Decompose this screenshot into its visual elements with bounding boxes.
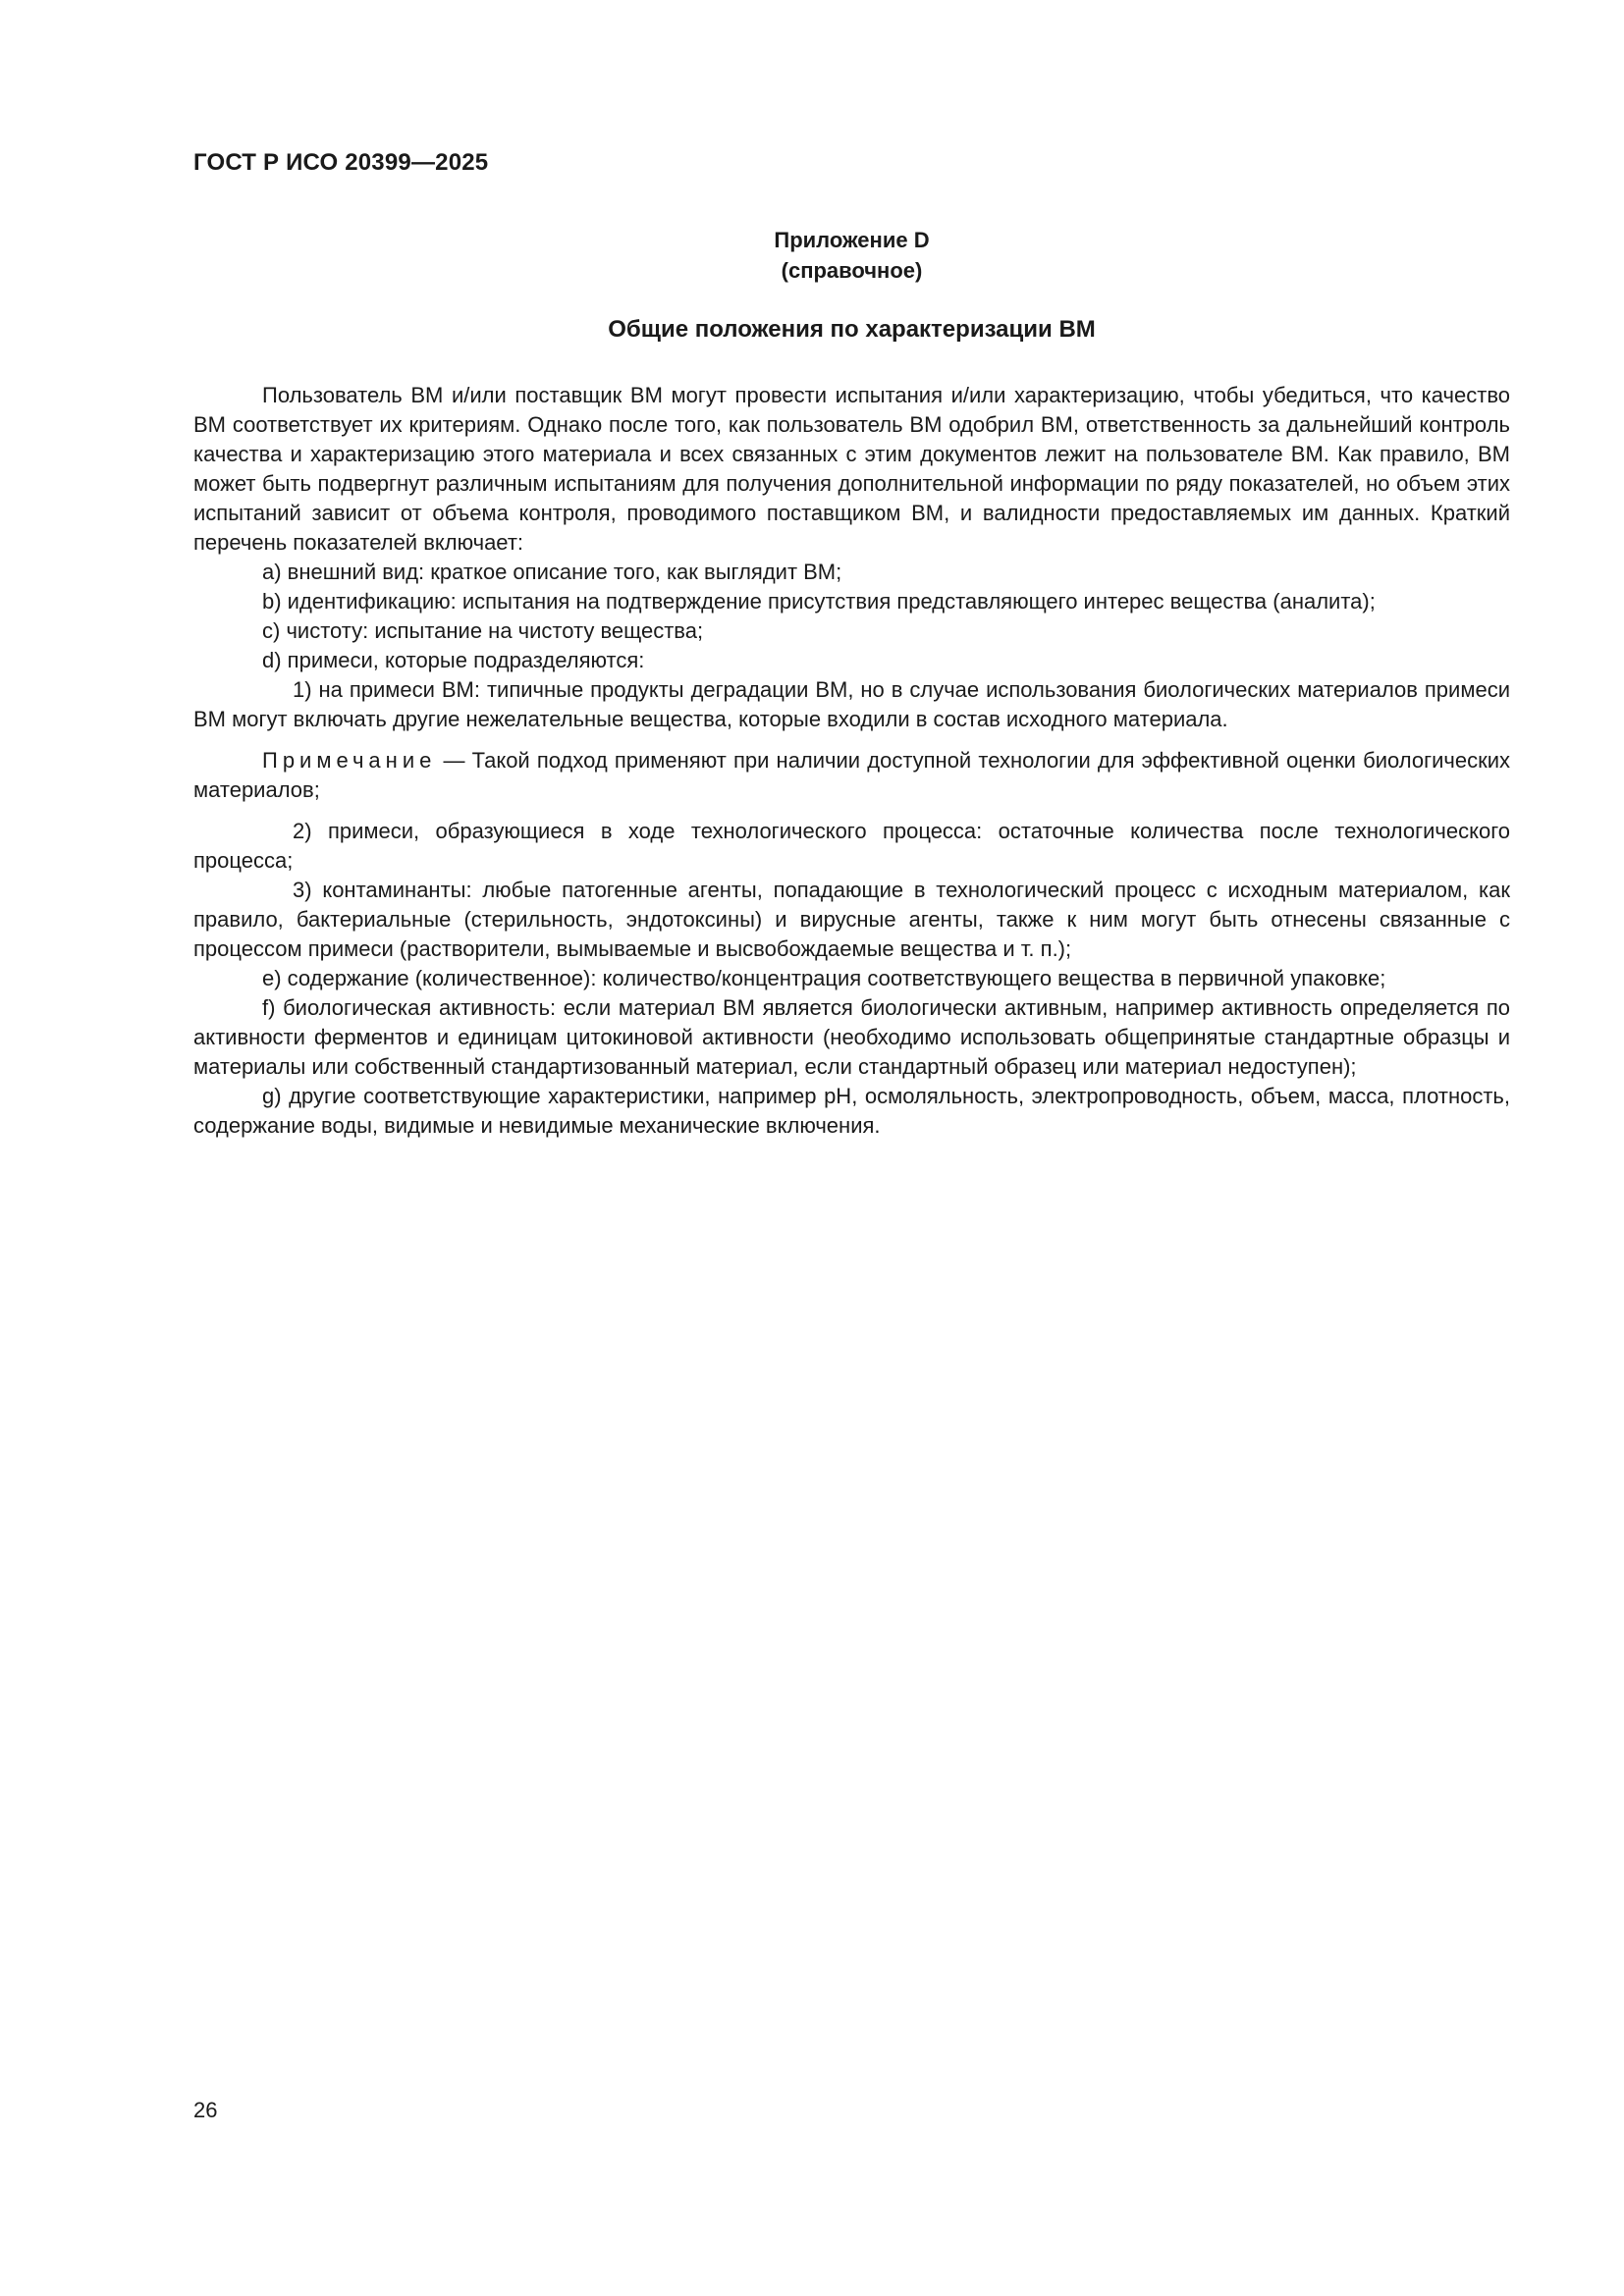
body-text [193,381,1510,1141]
list-item-c: c) чистоту: испытание на чистоту вещества; [262,618,704,643]
document-code-header: ГОСТ Р ИСО 20399—2025 [193,149,489,176]
note-paragraph [193,746,1510,805]
list-item-d1: 1) на примеси ВМ: типичные продукты деградации ВМ, но в случае использования биологических материалов примеси ВМ могут включать другие нежелательные вещества, которые входили в состав исходного материала. [193,677,1510,731]
list-item-d2: 2) примеси, образующиеся в ходе технологического процесса: остаточные количества после технологического процесса; [193,819,1510,873]
list-item-b: b) идентификацию: испытания на подтверждение присутствия представляющего интерес вещества (аналита); [262,589,1376,614]
note-text: — Такой подход применяют при наличии доступной технологии для эффективной оценки биологических материалов; [193,748,1510,802]
list-item-d3: 3) контаминанты: любые патогенные агенты, попадающие в технологический процесс с исходным материалом, как правило, бактериальные (стерильность, эндотоксины) и вирусные агенты, также к ним могут быть отнесены связанные с процессом примеси (растворители, вымываемые и высвобождаемые вещества и т. п.); [193,878,1510,961]
appendix-kind: (справочное) [781,258,923,283]
list-item-f: f) биологическая активность: если материал ВМ является биологически активным, например активность определяется по активности ферментов и единицам цитокиновой активности (необходимо использовать общепринятые стандартные образцы и материалы или собственный стандартизованный материал, если стандартный образец или материал недоступен); [193,995,1510,1079]
intro-paragraph: Пользователь ВМ и/или поставщик ВМ могут провести испытания и/или характеризацию, чтобы убедиться, что качество ВМ соответствует их критериям. Однако после того, как пользователь ВМ одобрил ВМ, ответственность за дальнейший контроль качества и характеризацию этого материала и всех связанных с этим документов лежит на пользователе ВМ. Как правило, ВМ может быть подвергнут различным испытаниям для получения дополнительной информации по ряду показателей, но объем этих испытаний зависит от объема контроля, проводимого поставщиком ВМ, и валидности предоставляемых им данных. Краткий перечень показателей включает: [193,383,1510,555]
appendix-title: Приложение D [774,228,930,252]
page-number: 26 [193,2098,218,2122]
section-title: Общие положения по характеризации ВМ [608,316,1096,343]
appendix-heading [193,225,1510,286]
note-label: Примечание [262,748,437,773]
list-item-a: a) внешний вид: краткое описание того, как выглядит ВМ; [262,560,842,584]
list-item-e: e) содержание (количественное): количество/концентрация соответствующего вещества в первичной упаковке; [262,966,1386,990]
list-item-d: d) примеси, которые подразделяются: [262,648,645,672]
list-item-g: g) другие соответствующие характеристики, например pH, осмоляльность, электропроводность, объем, масса, плотность, содержание воды, видимые и невидимые механические включения. [193,1084,1510,1138]
